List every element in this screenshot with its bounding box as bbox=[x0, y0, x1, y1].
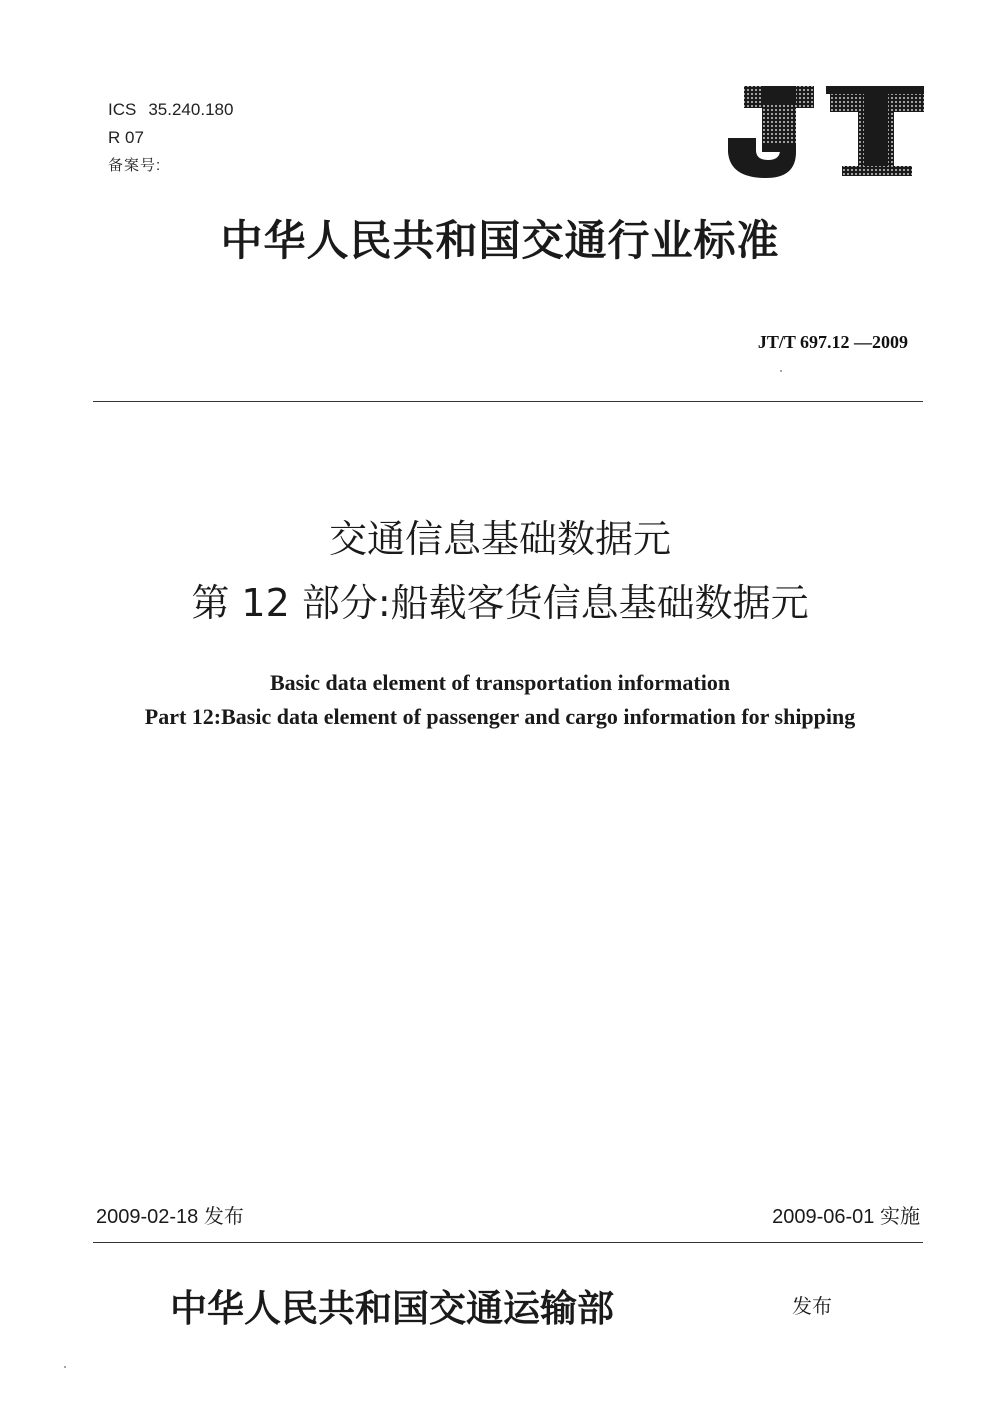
scan-speck bbox=[64, 1366, 66, 1368]
standard-header: 中华人民共和国交通行业标准 bbox=[220, 216, 780, 265]
implementation-date: 2009-06-01 实施 bbox=[772, 1206, 920, 1228]
ics-label: ICS bbox=[108, 100, 137, 119]
title-en-line1: Basic data element of transportation information bbox=[269, 670, 731, 695]
ics-line bbox=[108, 100, 233, 120]
jt-logo bbox=[726, 80, 926, 180]
title-cn-line1: 交通信息基础数据元 bbox=[328, 517, 671, 561]
record-number-label: 备案号: bbox=[108, 157, 162, 174]
scan-speck bbox=[780, 370, 782, 372]
standard-code: JT/T 697.12 —2009 bbox=[757, 332, 908, 352]
issue-date: 2009-02-18 发布 bbox=[96, 1206, 244, 1228]
issuer-name: 中华人民共和国交通运输部 bbox=[170, 1286, 614, 1330]
category-code: R 07 bbox=[108, 128, 144, 147]
ics-code: 35.240.180 bbox=[148, 100, 234, 119]
top-divider bbox=[93, 401, 923, 402]
title-en-line2: Part 12:Basic data element of passenger and cargo information for shipping bbox=[144, 704, 856, 729]
issuer-action: 发布 bbox=[792, 1294, 832, 1318]
title-cn-line2: 第 12 部分:船载客货信息基础数据元 bbox=[191, 581, 809, 625]
bottom-divider bbox=[93, 1242, 923, 1243]
